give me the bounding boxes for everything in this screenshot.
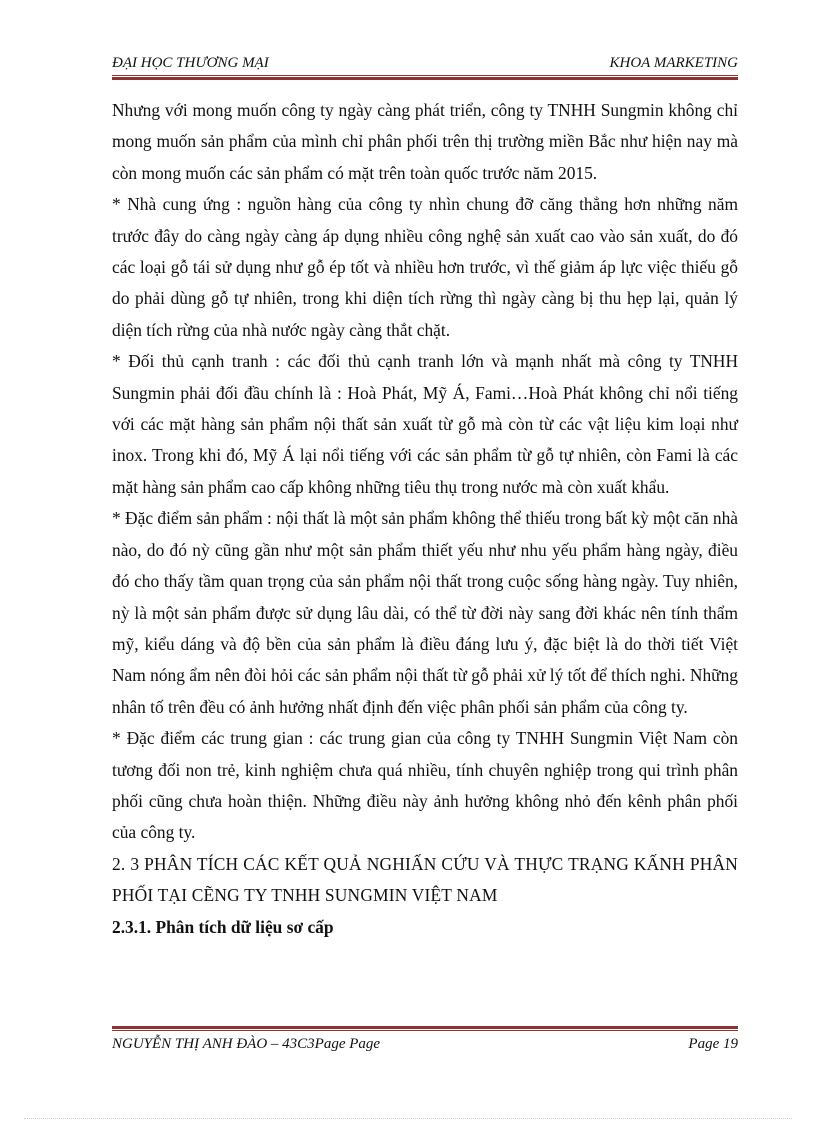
page-header [112,53,738,73]
document-page [112,0,738,1123]
header-rule-thin [112,75,738,76]
header-university: ĐẠI HỌC THƯƠNG MẠI [112,55,269,71]
paragraph-intro: Nhưng với mong muốn công ty ngày càng phát triển, công ty TNHH Sungmin không chỉ mong muốn sản phẩm của mình chỉ phân phối trên thị trường miền Bắc như hiện nay mà còn mong muốn các sản phẩm có mặt trên toàn quốc trước năm 2015. [112,100,738,183]
paragraph-competitors: * Đối thủ cạnh tranh : các đối thủ cạnh tranh lớn và mạnh nhất mà công ty TNHH Sungmin phải đối đầu chính là : Hoà Phát, Mỹ Á, Fami…Hoà Phát không chỉ nổi tiếng với các mặt hàng sản phẩm nội thất sản xuất từ gỗ mà còn từ các vật liệu kim loại như inox. Trong khi đó, Mỹ Á lại nổi tiếng với các sản phẩm từ gỗ tự nhiên, còn Fami là các mặt hàng sản phẩm cao cấp không những tiêu thụ trong nước mà còn xuất khẩu. [112,351,738,497]
header-rule-thick [112,77,738,80]
section-title: 2. 3 PHÂN TÍCH CÁC KẾT QUẢ NGHIẤN CỨU VÀ THỰC TRẠNG KẤNH PHÂN PHỐI TẠI CẼNG TY TNHH SUNGMIN VIỆT NAM [112,853,738,905]
footer-author: NGUYỄN THỊ ANH ĐÀO – 43C3Page Page [112,1036,381,1052]
subsection-title: 2.3.1. Phân tích dữ liệu sơ cấp [112,916,334,937]
header-faculty: KHOA MARKETING [609,55,738,71]
footer-page-number: Page 19 [688,1036,738,1052]
page-bottom-border [24,1118,792,1119]
paragraph-intermediaries: * Đặc điểm các trung gian : các trung gian của công ty TNHH Sungmin Việt Nam còn tương đối non trẻ, kinh nghiệm chưa quá nhiều, tính chuyên nghiệp trong qui trình phân phối cũng chưa hoàn thiện. Những điều này ảnh hưởng không nhỏ đến kênh phân phối của công ty. [112,728,738,843]
paragraph-suppliers: * Nhà cung ứng : nguồn hàng của công ty nhìn chung đỡ căng thẳng hơn những năm trước đây do càng ngày càng áp dụng nhiều công nghệ sản xuất cao vào sản xuất, do đó các loại gỗ tái sử dụng như gỗ ép tốt và nhiều hơn trước, vì thế giảm áp lực việc thiếu gỗ do phải dùng gỗ tự nhiên, trong khi diện tích rừng thì ngày càng bị thu hẹp lại, quản lý diện tích rừng của nhà nước ngày càng thắt chặt. [112,194,738,340]
footer-rule-thick [112,1026,738,1029]
body-content [112,95,738,943]
page-footer [112,1034,738,1054]
footer-rule-thin [112,1030,738,1031]
paragraph-product-features: * Đặc điểm sản phẩm : nội thất là một sản phẩm không thể thiếu trong bất kỳ một căn nhà nào, do đó nỳ cũng gần như một sản phẩm thiết yếu như nhu yếu phẩm hàng ngày, điều đó cho thấy tầm quan trọng của sản phẩm nội thất trong cuộc sống hàng ngày. Tuy nhiên, nỳ là một sản phẩm được sử dụng lâu dài, có thể từ đời này sang đời khác nên tính thẩm mỹ, kiểu dáng và độ bền của sản phẩm là điều đáng lưu ý, đặc biệt là do thời tiết Việt Nam nóng ẩm nên đòi hỏi các sản phẩm nội thất từ gỗ phải xử lý tốt để thích nghi. Những nhân tố trên đều có ảnh hưởng nhất định đến việc phân phối sản phẩm của công ty. [112,508,738,717]
